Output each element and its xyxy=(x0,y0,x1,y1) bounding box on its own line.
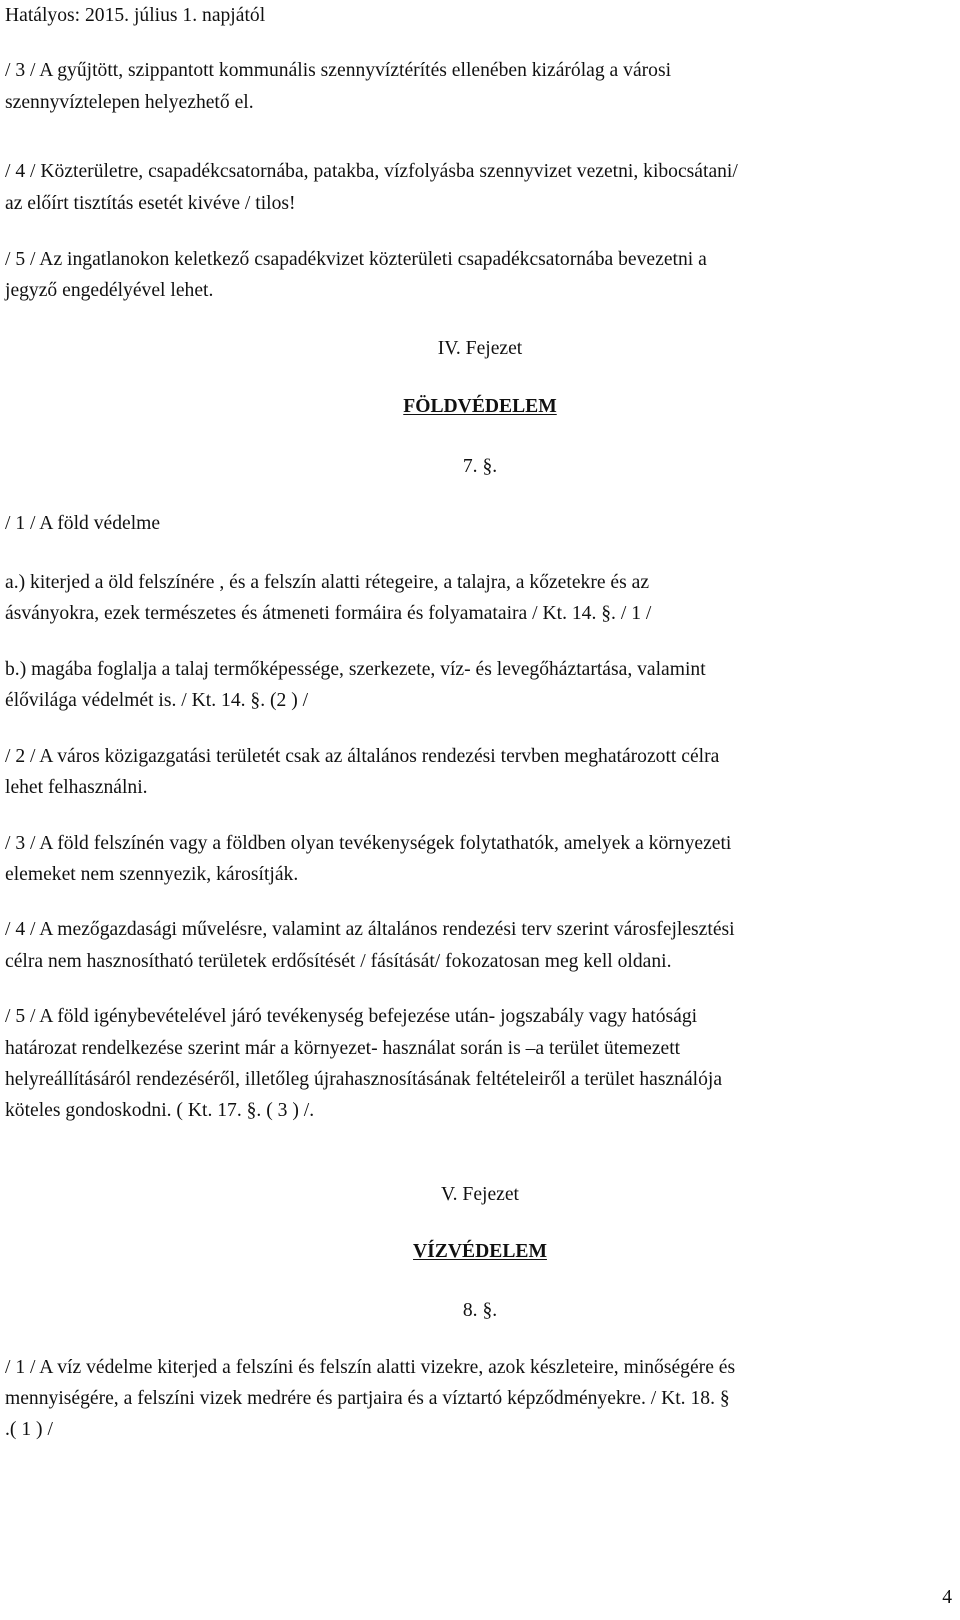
section-number: 7. §. xyxy=(462,456,498,477)
text-line: jegyző engedélyével lehet. xyxy=(5,280,214,301)
page-number: 4 xyxy=(942,1587,952,1608)
chapter-number: IV. Fejezet xyxy=(437,338,523,359)
text-line: elemeket nem szennyezik, károsítják. xyxy=(5,864,299,885)
text-line: / 3 / A föld felszínén vagy a földben olyan tevékenységek folytathatók, amelyek a környezeti xyxy=(5,833,732,854)
text-line: / 4 / A mezőgazdasági művelésre, valamint az általános rendezési terv szerint városfejlesztési xyxy=(5,919,735,940)
text-line: / 1 / A víz védelme kiterjed a felszíni és felszín alatti vizekre, azok készleteire, minőségére és xyxy=(5,1357,736,1378)
text-line: célra nem hasznosítható területek erdősítését / fásítását/ fokozatosan meg kell oldani. xyxy=(5,951,672,972)
text-line: élővilága védelmét is. / Kt. 14. §. (2 ) / xyxy=(5,690,309,711)
chapter-title: FÖLDVÉDELEM xyxy=(403,396,557,417)
text-line: / 5 / Az ingatlanokon keletkező csapadékvizet közterületi csapadékcsatornába bevezetni a xyxy=(5,249,707,270)
text-line: szennyvíztelepen helyezhető el. xyxy=(5,92,254,113)
text-line: határozat rendelkezése szerint már a környezet- használat során is –a terület ütemezett xyxy=(5,1038,681,1059)
text-line: a.) kiterjed a öld felszínére , és a felszín alatti rétegeire, a talajra, a kőzetekre és az xyxy=(5,572,650,593)
text-line: / 3 / A gyűjtött, szippantott kommunális szennyvíztérítés ellenében kizárólag a városi xyxy=(5,60,672,81)
text-line: az előírt tisztítás esetét kivéve / tilos! xyxy=(5,193,296,214)
effective-date-header: Hatályos: 2015. július 1. napjától xyxy=(5,5,266,26)
chapter-number: V. Fejezet xyxy=(441,1184,519,1205)
section-number: 8. §. xyxy=(462,1300,498,1321)
text-line: / 5 / A föld igénybevételével járó tevékenység befejezése után- jogszabály vagy hatósági xyxy=(5,1006,698,1027)
section-subtitle: / 1 / A föld védelme xyxy=(5,513,161,534)
text-line: / 4 / Közterületre, csapadékcsatornába, patakba, vízfolyásba szennyvizet vezetni, kibocsátani/ xyxy=(5,161,738,182)
text-line: köteles gondoskodni. ( Kt. 17. §. ( 3 ) /. xyxy=(5,1100,315,1121)
text-line: / 2 / A város közigazgatási területét csak az általános rendezési tervben meghatározott célra xyxy=(5,746,720,767)
text-line: lehet felhasználni. xyxy=(5,777,148,798)
text-line: b.) magába foglalja a talaj termőképessége, szerkezete, víz- és levegőháztartása, valamint xyxy=(5,659,706,680)
text-line: ásványokra, ezek természetes és átmeneti formáira és folyamataira / Kt. 14. §. / 1 / xyxy=(5,603,652,624)
text-line: helyreállításáról rendezéséről, illetőleg újrahasznosításának feltételeiről a terület használója xyxy=(5,1069,723,1090)
text-line: mennyiségére, a felszíni vizek medrére és partjaira és a víztartó képződményekre. / Kt. 18. § xyxy=(5,1388,730,1409)
chapter-title: VÍZVÉDELEM xyxy=(413,1241,547,1262)
text-line: .( 1 ) / xyxy=(5,1419,53,1440)
